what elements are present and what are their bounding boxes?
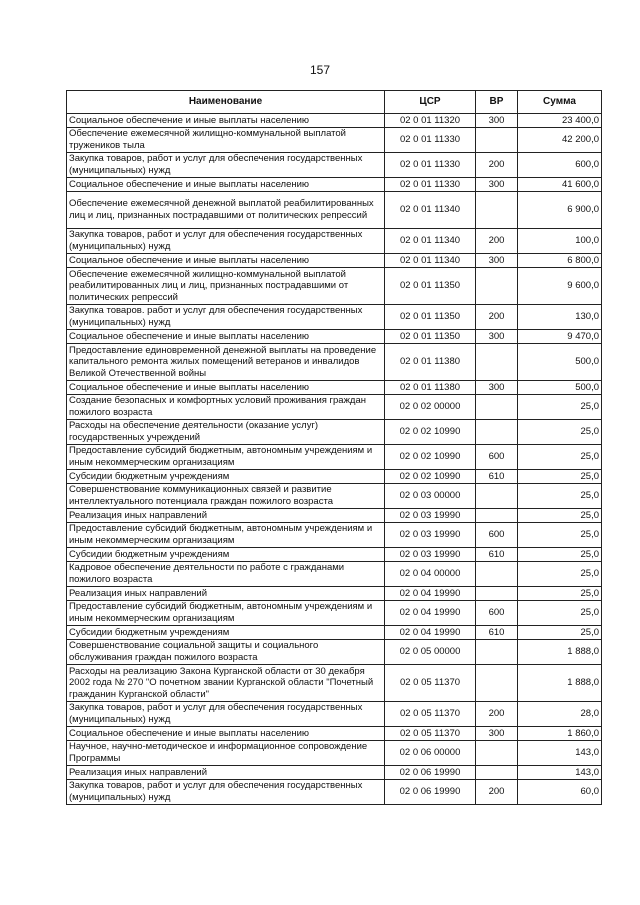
cell-name: Закупка товаров, работ и услуг для обеспечения государственных (муниципальных) нужд [67, 153, 385, 178]
cell-vr [476, 509, 518, 523]
table-body [67, 114, 602, 805]
cell-name: Субсидии бюджетным учреждениям [67, 548, 385, 562]
table-row [67, 548, 602, 562]
cell-csr: 02 0 06 00000 [385, 741, 476, 766]
table-row [67, 268, 602, 305]
cell-csr: 02 0 03 19990 [385, 523, 476, 548]
table-row [67, 192, 602, 229]
cell-sum: 9 470,0 [518, 330, 602, 344]
cell-sum: 100,0 [518, 229, 602, 254]
cell-sum: 130,0 [518, 305, 602, 330]
cell-name: Социальное обеспечение и иные выплаты населению [67, 727, 385, 741]
cell-name: Расходы на обеспечение деятельности (оказание услуг) государственных учреждений [67, 420, 385, 445]
cell-vr: 300 [476, 178, 518, 192]
table-row [67, 344, 602, 381]
cell-sum: 1 860,0 [518, 727, 602, 741]
cell-name: Субсидии бюджетным учреждениям [67, 626, 385, 640]
cell-vr [476, 420, 518, 445]
cell-name: Совершенствование социальной защиты и социального обслуживания граждан пожилого возраста [67, 640, 385, 665]
header-vr: ВР [476, 91, 518, 114]
cell-sum: 25,0 [518, 445, 602, 470]
cell-vr [476, 484, 518, 509]
cell-name: Предоставление субсидий бюджетным, автономным учреждениям и иным некоммерческим организациям [67, 601, 385, 626]
cell-sum: 25,0 [518, 470, 602, 484]
table-row [67, 305, 602, 330]
cell-sum: 25,0 [518, 587, 602, 601]
cell-vr [476, 665, 518, 702]
cell-name: Научное, научно-методическое и информационное сопровождение Программы [67, 741, 385, 766]
cell-csr: 02 0 01 11340 [385, 254, 476, 268]
cell-csr: 02 0 05 00000 [385, 640, 476, 665]
cell-vr [476, 587, 518, 601]
cell-vr: 200 [476, 305, 518, 330]
cell-name: Социальное обеспечение и иные выплаты населению [67, 114, 385, 128]
cell-vr: 200 [476, 153, 518, 178]
cell-vr [476, 192, 518, 229]
cell-sum: 28,0 [518, 702, 602, 727]
cell-csr: 02 0 05 11370 [385, 665, 476, 702]
cell-csr: 02 0 06 19990 [385, 766, 476, 780]
table-row [67, 381, 602, 395]
table-row [67, 470, 602, 484]
cell-name: Субсидии бюджетным учреждениям [67, 470, 385, 484]
cell-sum: 25,0 [518, 626, 602, 640]
cell-csr: 02 0 01 11340 [385, 229, 476, 254]
cell-name: Реализация иных направлений [67, 766, 385, 780]
cell-vr: 610 [476, 470, 518, 484]
cell-sum: 25,0 [518, 601, 602, 626]
table-row [67, 229, 602, 254]
cell-vr: 300 [476, 330, 518, 344]
cell-name: Совершенствование коммуникационных связей и развитие интеллектуального потенциала граждан пожилого возраста [67, 484, 385, 509]
cell-csr: 02 0 02 10990 [385, 420, 476, 445]
table-header-row [67, 91, 602, 114]
cell-csr: 02 0 02 10990 [385, 470, 476, 484]
cell-sum: 1 888,0 [518, 640, 602, 665]
cell-name: Предоставление субсидий бюджетным, автономным учреждениям и иным некоммерческим организациям [67, 445, 385, 470]
cell-sum: 6 900,0 [518, 192, 602, 229]
cell-csr: 02 0 04 19990 [385, 626, 476, 640]
cell-sum: 1 888,0 [518, 665, 602, 702]
cell-name: Предоставление единовременной денежной выплаты на проведение капитального ремонта жилых помещений ветеранов и инвалидов Великой Отечественной войны [67, 344, 385, 381]
cell-name: Социальное обеспечение и иные выплаты населению [67, 178, 385, 192]
table-row [67, 640, 602, 665]
table-row [67, 766, 602, 780]
cell-sum: 25,0 [518, 420, 602, 445]
cell-vr [476, 268, 518, 305]
cell-sum: 25,0 [518, 484, 602, 509]
page-number: 157 [309, 63, 331, 77]
cell-name: Обеспечение ежемесячной жилищно-коммунальной выплатой реабилитированных лиц и лиц, признанных пострадавшими от политических репрессий [67, 268, 385, 305]
cell-name: Предоставление субсидий бюджетным, автономным учреждениям и иным некоммерческим организациям [67, 523, 385, 548]
cell-sum: 500,0 [518, 381, 602, 395]
cell-csr: 02 0 01 11320 [385, 114, 476, 128]
cell-vr [476, 741, 518, 766]
cell-name: Социальное обеспечение и иные выплаты населению [67, 330, 385, 344]
cell-name: Кадровое обеспечение деятельности по работе с гражданами пожилого возраста [67, 562, 385, 587]
cell-csr: 02 0 04 19990 [385, 601, 476, 626]
cell-name: Социальное обеспечение и иные выплаты населению [67, 381, 385, 395]
cell-name: Реализация иных направлений [67, 587, 385, 601]
cell-name: Расходы на реализацию Закона Курганской области от 30 декабря 2002 года № 270 "О почетном звании Курганской области "Почетный гражданин Курганской области" [67, 665, 385, 702]
table-row [67, 509, 602, 523]
table-row [67, 780, 602, 805]
cell-csr: 02 0 05 11370 [385, 727, 476, 741]
cell-vr: 610 [476, 548, 518, 562]
cell-name: Закупка товаров, работ и услуг для обеспечения государственных (муниципальных) нужд [67, 702, 385, 727]
cell-csr: 02 0 03 00000 [385, 484, 476, 509]
table-row [67, 587, 602, 601]
cell-vr: 300 [476, 727, 518, 741]
cell-vr: 300 [476, 381, 518, 395]
cell-name: Закупка товаров, работ и услуг для обеспечения государственных (муниципальных) нужд [67, 780, 385, 805]
table-row [67, 601, 602, 626]
cell-sum: 25,0 [518, 523, 602, 548]
table-row [67, 395, 602, 420]
cell-name: Реализация иных направлений [67, 509, 385, 523]
cell-vr: 200 [476, 229, 518, 254]
cell-sum: 25,0 [518, 395, 602, 420]
cell-name: Обеспечение ежемесячной жилищно-коммунальной выплатой тружеников тыла [67, 128, 385, 153]
cell-csr: 02 0 01 11350 [385, 305, 476, 330]
header-name: Наименование [67, 91, 385, 114]
table-row [67, 523, 602, 548]
cell-vr [476, 562, 518, 587]
cell-sum: 25,0 [518, 548, 602, 562]
header-csr: ЦСР [385, 91, 476, 114]
table-row [67, 665, 602, 702]
table-row [67, 484, 602, 509]
cell-vr: 610 [476, 626, 518, 640]
cell-vr [476, 640, 518, 665]
cell-vr: 200 [476, 702, 518, 727]
cell-vr [476, 344, 518, 381]
cell-sum: 23 400,0 [518, 114, 602, 128]
cell-vr [476, 766, 518, 780]
cell-sum: 600,0 [518, 153, 602, 178]
table-row [67, 702, 602, 727]
cell-csr: 02 0 01 11380 [385, 381, 476, 395]
cell-sum: 500,0 [518, 344, 602, 381]
cell-vr: 200 [476, 780, 518, 805]
table-row [67, 445, 602, 470]
cell-csr: 02 0 01 11330 [385, 178, 476, 192]
table-row [67, 128, 602, 153]
cell-csr: 02 0 04 00000 [385, 562, 476, 587]
table-row [67, 330, 602, 344]
cell-vr: 600 [476, 445, 518, 470]
cell-vr [476, 395, 518, 420]
cell-name: Закупка товаров. работ и услуг для обеспечения государственных (муниципальных) нужд [67, 305, 385, 330]
cell-name: Закупка товаров, работ и услуг для обеспечения государственных (муниципальных) нужд [67, 229, 385, 254]
cell-sum: 9 600,0 [518, 268, 602, 305]
cell-vr: 600 [476, 523, 518, 548]
cell-csr: 02 0 01 11350 [385, 330, 476, 344]
cell-vr: 300 [476, 114, 518, 128]
table-row [67, 741, 602, 766]
cell-csr: 02 0 03 19990 [385, 509, 476, 523]
cell-csr: 02 0 01 11330 [385, 153, 476, 178]
table-row [67, 626, 602, 640]
cell-sum: 41 600,0 [518, 178, 602, 192]
cell-csr: 02 0 02 00000 [385, 395, 476, 420]
cell-sum: 60,0 [518, 780, 602, 805]
cell-name: Обеспечение ежемесячной денежной выплатой реабилитированных лиц и лиц, признанных пострадавшими от политических репрессий [67, 192, 385, 229]
cell-name: Создание безопасных и комфортных условий проживания граждан пожилого возраста [67, 395, 385, 420]
cell-csr: 02 0 02 10990 [385, 445, 476, 470]
cell-sum: 42 200,0 [518, 128, 602, 153]
cell-csr: 02 0 06 19990 [385, 780, 476, 805]
cell-csr: 02 0 04 19990 [385, 587, 476, 601]
cell-vr [476, 128, 518, 153]
table-row [67, 420, 602, 445]
cell-csr: 02 0 01 11380 [385, 344, 476, 381]
cell-sum: 143,0 [518, 766, 602, 780]
cell-vr: 600 [476, 601, 518, 626]
cell-csr: 02 0 05 11370 [385, 702, 476, 727]
table-row [67, 153, 602, 178]
table-row [67, 114, 602, 128]
budget-table [66, 90, 602, 805]
cell-csr: 02 0 01 11340 [385, 192, 476, 229]
table-row [67, 727, 602, 741]
cell-vr: 300 [476, 254, 518, 268]
header-sum: Сумма [518, 91, 602, 114]
cell-csr: 02 0 01 11350 [385, 268, 476, 305]
cell-name: Социальное обеспечение и иные выплаты населению [67, 254, 385, 268]
cell-csr: 02 0 01 11330 [385, 128, 476, 153]
table-row [67, 562, 602, 587]
cell-csr: 02 0 03 19990 [385, 548, 476, 562]
cell-sum: 143,0 [518, 741, 602, 766]
cell-sum: 6 800,0 [518, 254, 602, 268]
cell-sum: 25,0 [518, 562, 602, 587]
table-row [67, 178, 602, 192]
table-row [67, 254, 602, 268]
cell-sum: 25,0 [518, 509, 602, 523]
